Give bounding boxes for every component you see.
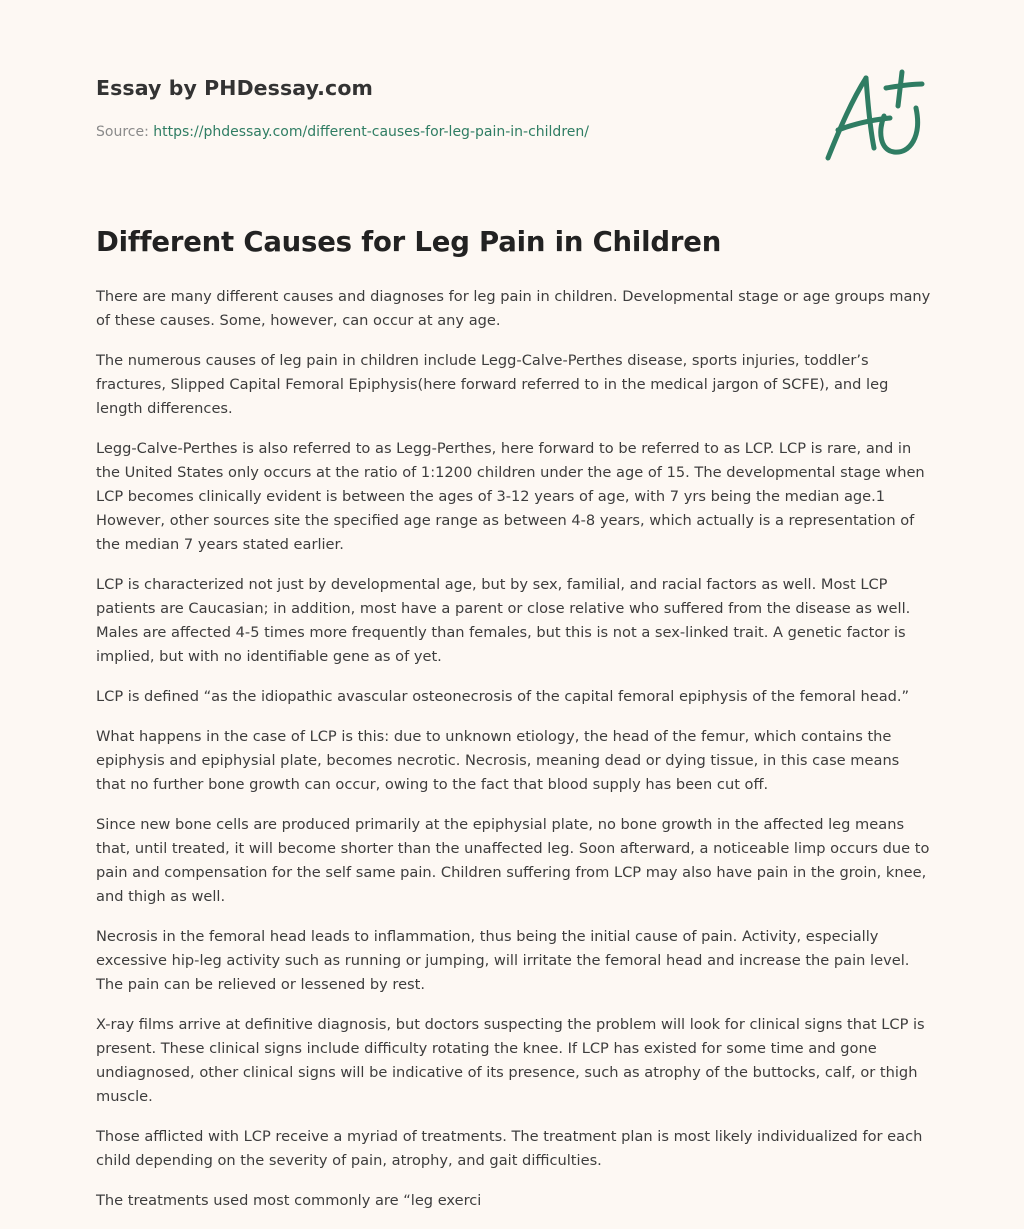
a-plus-grade-icon	[818, 66, 930, 170]
paragraph: There are many different causes and diagnoses for leg pain in children. Developmental stage or age groups many of these causes. Some, however, can occur at any age.	[96, 288, 931, 329]
essay-title: Different Causes for Leg Pain in Children	[96, 226, 722, 258]
paragraph: What happens in the case of LCP is this: due to unknown etiology, the head of the femur, which contains the epiphysis and epiphysial plate, becomes necrotic. Necrosis, meaning dead or dying tissue, in this case means that no further bone growth can occur, owing to the fact that blood supply has been cut off.	[96, 728, 900, 793]
paragraph: Those afflicted with LCP receive a myriad of treatments. The treatment plan is most likely individualized for each child depending on the severity of pain, atrophy, and gait difficulties.	[96, 1128, 923, 1169]
source-line	[96, 124, 589, 140]
paragraph-truncated: The treatments used most commonly are “leg exerci	[96, 1192, 482, 1209]
paragraph: Since new bone cells are produced primarily at the epiphysial plate, no bone growth in the affected leg means that, until treated, it will become shorter than the unaffected leg. Soon afterward, a noticeable limp occurs due to pain and compensation for the self same pain. Children suffering from LCP may also have pain in the groin, knee, and thigh as well.	[96, 816, 930, 905]
paragraph: Legg-Calve-Perthes is also referred to as Legg-Perthes, here forward to be referred to as LCP. LCP is rare, and in the United States only occurs at the ratio of 1:1200 children under the age of 15. The developmental stage when LCP becomes clinically evident is between the ages of 3-12 years of age, with 7 yrs being the median age.1 However, other sources site the specified age range as between 4-8 years, which actually is a representation of the median 7 years stated earlier.	[96, 440, 925, 553]
paragraph: LCP is defined “as the idiopathic avascular osteonecrosis of the capital femoral epiphysis of the femoral head.”	[96, 688, 910, 705]
paragraph: The numerous causes of leg pain in children include Legg-Calve-Perthes disease, sports injuries, toddler’s fractures, Slipped Capital Femoral Epiphysis(here forward referred to in the medical jargon of SCFE), and leg length differences.	[96, 352, 889, 417]
source-label: Source:	[96, 124, 154, 140]
paragraph: Necrosis in the femoral head leads to inflammation, thus being the initial cause of pain. Activity, especially excessive hip-leg activity such as running or jumping, will irritate the femoral head and increase the pain level. The pain can be relieved or lessened by rest.	[96, 928, 910, 993]
paragraph: X-ray films arrive at definitive diagnosis, but doctors suspecting the problem will look for clinical signs that LCP is present. These clinical signs include difficulty rotating the knee. If LCP has existed for some time and gone undiagnosed, other clinical signs will be indicative of its presence, such as atrophy of the buttocks, calf, or thigh muscle.	[96, 1016, 925, 1105]
essay-body	[96, 285, 931, 1229]
site-brand: Essay by PHDessay.com	[96, 76, 373, 100]
paragraph: LCP is characterized not just by developmental age, but by sex, familial, and racial factors as well. Most LCP patients are Caucasian; in addition, most have a parent or close relative who suffered from the disease as well. Males are affected 4-5 times more frequently than females, but this is not a sex-linked trait. A genetic factor is implied, but with no identifiable gene as of yet.	[96, 576, 911, 665]
source-link[interactable]: https://phdessay.com/different-causes-for-leg-pain-in-children/	[153, 124, 589, 140]
